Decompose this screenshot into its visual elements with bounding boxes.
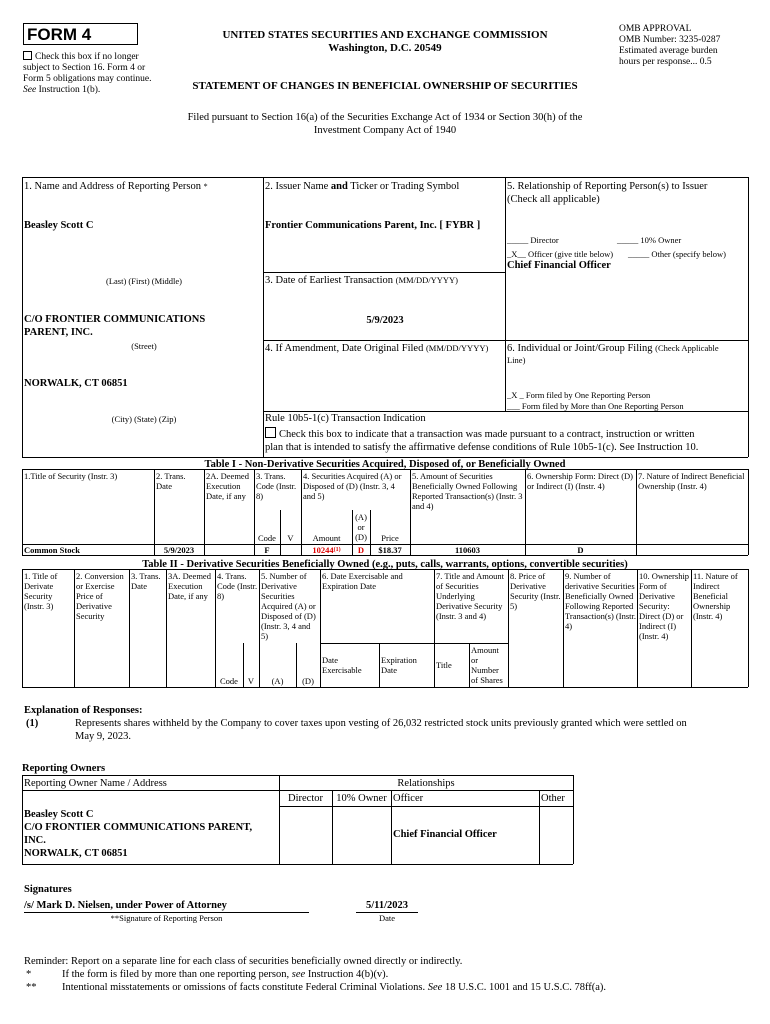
t2-sub-a: (A) <box>271 676 284 686</box>
t2-h-nature: 11. Nature of Indirect Beneficial Ownership (Instr. 4) <box>693 571 738 621</box>
t2-h-title: 1. Title of Derivate Security (Instr. 3) <box>24 571 58 611</box>
t2-h-date: 3. Trans. Date <box>131 571 161 591</box>
agency-name: UNITED STATES SECURITIES AND EXCHANGE COMMISSION <box>222 29 548 41</box>
t2-sub-d: (D) <box>302 676 314 686</box>
box1-label: 1. Name and Address of Reporting Person * <box>24 181 208 192</box>
owners-col-other: Other <box>541 793 565 804</box>
form-title-box <box>23 23 138 45</box>
ten-percent-owner-option: _____ 10% Owner <box>617 235 682 245</box>
t2-h-ownership-form: 10. Ownership Form of Derivative Security: Direct (D) or Indirect (I) (Instr. 4) <box>639 571 690 641</box>
t2-h-price: 8. Price of Derivative Security (Instr. 5) <box>510 571 561 611</box>
owner-officer-title: Chief Financial Officer <box>393 829 497 840</box>
officer-title: Chief Financial Officer <box>507 260 611 271</box>
t1-row-date: 5/9/2023 <box>163 545 195 555</box>
explanation-heading: Explanation of Responses: <box>24 705 143 716</box>
form-title: FORM 4 <box>27 25 92 44</box>
city-caption: (City) (State) (Zip) <box>111 414 177 424</box>
t2-sub-expiration: Expiration Date <box>381 655 417 675</box>
t1-sub-ad: (A) or (D) <box>355 512 367 542</box>
owners-col-relationships: Relationships <box>397 778 455 789</box>
reporting-owners-heading: Reporting Owners <box>22 763 106 774</box>
table1-title: Table I - Non-Derivative Securities Acquired, Disposed of, or Beneficially Owned <box>204 459 566 470</box>
t1-row-price: $18.37 <box>378 545 402 555</box>
t2-h-exercisable: 6. Date Exercisable and Expiration Date <box>322 571 403 591</box>
reminder-star1: * <box>26 969 32 980</box>
t2-h-code: 4. Trans. Code (Instr. 8) <box>217 571 258 601</box>
t2-h-number: 5. Number of Derivative Securities Acquired (A) or Disposed of (D) (Instr. 3, 4 and 5) <box>261 571 316 641</box>
t1-sub-price: Price <box>381 533 399 543</box>
t2-h-deemed: 3A. Deemed Execution Date, if any <box>168 571 211 601</box>
signature-caption: **Signature of Reporting Person <box>110 913 223 923</box>
t1-h-code: 3. Trans. Code (Instr. 8) <box>256 471 297 501</box>
footnote-label: (1) <box>26 718 39 729</box>
no-longer-subject-note: Check this box if no longer subject to Section 16. Form 4 or Form 5 obligations may continue. See Instruction 1(b). <box>23 52 152 95</box>
reporting-person-street: C/O FRONTIER COMMUNICATIONS PARENT, INC. <box>24 314 206 338</box>
t1-h-date: 2. Trans. Date <box>156 471 186 491</box>
signature-date: 5/11/2023 <box>365 900 408 911</box>
t1-sub-amount: Amount <box>312 533 341 543</box>
signatures-heading: Signatures <box>24 884 72 895</box>
other-option: _____ Other (specify below) <box>628 249 726 259</box>
reminder-star2: ** <box>26 982 37 993</box>
t1-row-code: F <box>264 545 270 555</box>
officer-option: _X__ Officer (give title below) <box>507 249 614 259</box>
rule-10b5-text: Check this box to indicate that a transaction was made pursuant to a contract, instruction or written plan that is intended to satisfy the affirmative defense conditions of Rule 10b5-1(c). See Instruction 10. <box>265 429 699 453</box>
t1-sub-code: Code <box>258 533 276 543</box>
reminder-line: Reminder: Report on a separate line for each class of securities beneficially owned directly or indirectly. <box>24 956 463 967</box>
one-reporting-person-option: _X _ Form filed by One Reporting Person <box>507 390 651 400</box>
earliest-transaction-date: 5/9/2023 <box>366 315 404 326</box>
t2-h-underlying: 7. Title and Amount of Securities Underlying Derivative Security (Instr. 3 and 4) <box>436 571 505 621</box>
t2-h-conversion: 2. Conversion or Exercise Price of Derivative Security <box>76 571 124 621</box>
box2-label: 2. Issuer Name and Ticker or Trading Symbol <box>265 181 460 192</box>
t2-sub-amount: Amount or Number of Shares <box>471 645 503 685</box>
t1-row-form: D <box>577 545 584 555</box>
t1-h-title: 1.Title of Security (Instr. 3) <box>24 471 118 481</box>
filed-pursuant: Filed pursuant to Section 16(a) of the Securities Exchange Act of 1934 or Section 30(h) of the Investment Company Act of 1940 <box>187 112 583 136</box>
table2-title: Table II - Derivative Securities Beneficially Owned (e.g., puts, calls, warrants, options, convertible securities) <box>142 559 628 570</box>
omb-approval: OMB APPROVAL OMB Number: 3235-0287 Estimated average burden hours per response... 0.5 <box>619 24 721 67</box>
signature-name: /s/ Mark D. Nielsen, under Power of Attorney <box>24 900 227 911</box>
name-caption: (Last) (First) (Middle) <box>105 276 182 286</box>
rule-10b5-label: Rule 10b5-1(c) Transaction Indication <box>265 413 426 424</box>
no-longer-subject-checkbox[interactable] <box>23 51 32 60</box>
director-option: _____ Director <box>507 235 559 245</box>
t1-sub-v: V <box>287 533 294 543</box>
reporting-person-city: NORWALK, CT 06851 <box>24 378 128 389</box>
t1-row-owned: 110603 <box>454 545 481 555</box>
street-caption: (Street) <box>131 341 157 351</box>
reporting-person-name: Beasley Scott C <box>24 220 94 231</box>
box3-label: 3. Date of Earliest Transaction (MM/DD/YYYY) <box>265 275 458 286</box>
t1-h-amount-owned: 5. Amount of Securities Beneficially Owned Following Reported Transaction(s) (Instr. 3 and 4) <box>412 471 523 511</box>
t2-sub-v: V <box>247 676 255 686</box>
box6-label: 6. Individual or Joint/Group Filing (Check Applicable Line) <box>507 343 719 365</box>
rule-10b5-checkbox[interactable] <box>265 427 276 438</box>
statement-title: STATEMENT OF CHANGES IN BENEFICIAL OWNERSHIP OF SECURITIES <box>192 80 578 92</box>
t1-h-ownership-form: 6. Ownership Form: Direct (D) or Indirect (I) (Instr. 4) <box>527 471 633 491</box>
owners-col-ten-percent: 10% Owner <box>336 793 387 804</box>
footnote-text: Represents shares withheld by the Company to cover taxes upon vesting of 26,032 restricted stock units previously granted which were settled on May 9, 2023. <box>75 718 687 742</box>
owners-col-name: Reporting Owner Name / Address <box>24 778 167 789</box>
signature-date-caption: Date <box>378 913 396 923</box>
issuer-name: Frontier Communications Parent, Inc. [ FYBR ] <box>265 220 481 231</box>
owner-name-address: Beasley Scott C C/O FRONTIER COMMUNICATIONS PARENT, INC. NORWALK, CT 06851 <box>24 809 253 859</box>
t2-sub-code: Code <box>220 676 238 686</box>
t1-h-deemed: 2A. Deemed Execution Date, if any <box>206 471 249 501</box>
t1-row-amount: 10244$^{(1)}$ <box>312 545 341 555</box>
t2-sub-title: Title <box>436 660 452 670</box>
box4-label: 4. If Amendment, Date Original Filed (MM/DD/YYYY) <box>265 343 489 354</box>
reminder-star2-text: Intentional misstatements or omissions of facts constitute Federal Criminal Violations. See 18 U.S.C. 1001 and 15 U.S.C. 78ff(a). <box>62 982 607 993</box>
t2-h-owned: 9. Number of derivative Securities Beneficially Owned Following Reported Transaction(s) (Instr. 4) <box>565 571 636 631</box>
box5-label: 5. Relationship of Reporting Person(s) to Issuer (Check all applicable) <box>507 181 708 205</box>
t2-sub-date-exercisable: Date Exercisable <box>322 655 362 675</box>
owners-col-director: Director <box>288 793 323 804</box>
reminder-star1-text: If the form is filed by more than one reporting person, see Instruction 4(b)(v). <box>62 969 389 980</box>
t1-row-security: Common Stock <box>24 545 80 555</box>
t1-row-ad: D <box>357 545 365 555</box>
agency-city: Washington, D.C. 20549 <box>328 42 442 54</box>
owners-col-officer: Officer <box>393 793 424 804</box>
t1-h-nature: 7. Nature of Indirect Beneficial Ownership (Instr. 4) <box>638 471 745 491</box>
t1-h-securities: 4. Securities Acquired (A) or Disposed of (D) (Instr. 3, 4 and 5) <box>303 471 402 501</box>
more-reporting-persons-option: ___ Form filed by More than One Reporting Person <box>507 401 684 411</box>
